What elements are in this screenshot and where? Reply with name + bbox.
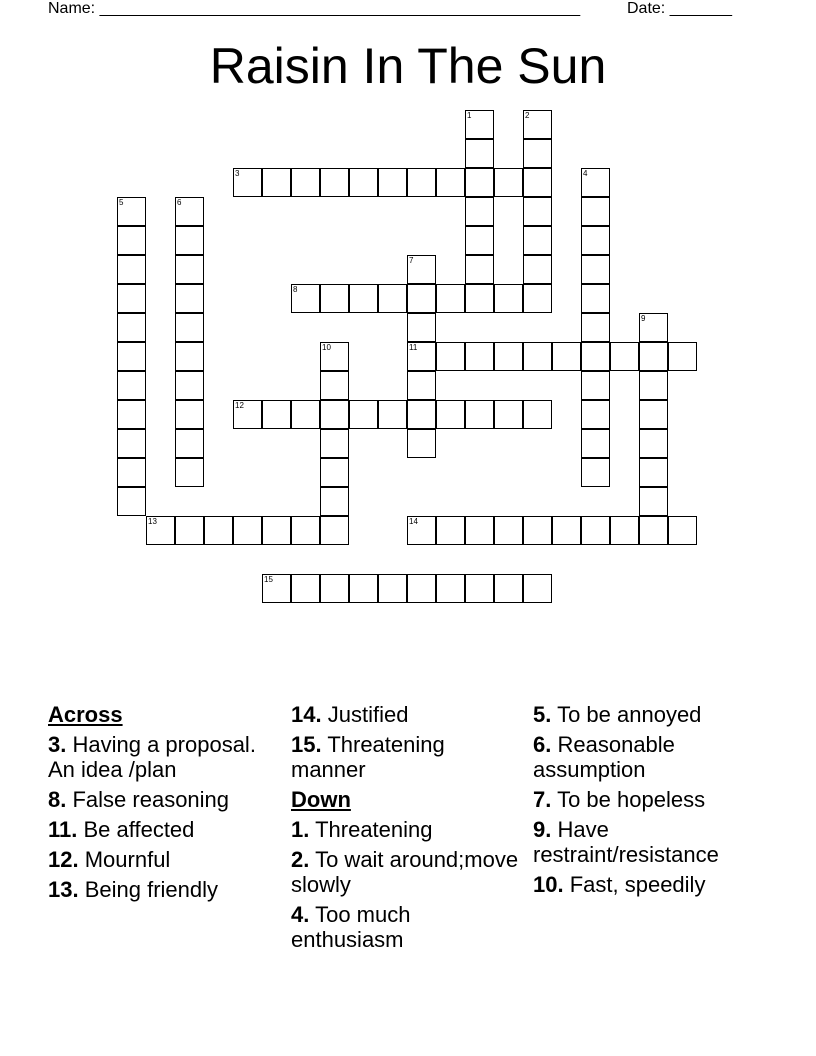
crossword-cell[interactable] <box>523 574 552 603</box>
crossword-cell[interactable] <box>552 516 581 545</box>
crossword-cell[interactable] <box>639 342 668 371</box>
crossword-cell[interactable] <box>233 400 262 429</box>
cell-number: 11 <box>409 343 418 352</box>
crossword-cell[interactable] <box>407 516 436 545</box>
crossword-cell[interactable] <box>378 284 407 313</box>
clues-column-1 <box>48 702 280 907</box>
crossword-cell[interactable] <box>291 400 320 429</box>
clue-text: Being friendly <box>84 877 219 902</box>
crossword-cell[interactable] <box>494 168 523 197</box>
clue-down-5 <box>533 702 773 727</box>
clue-number: 4. <box>291 902 310 927</box>
crossword-cell[interactable] <box>581 284 610 313</box>
crossword-cell[interactable] <box>349 284 378 313</box>
clue-down-10 <box>533 872 773 897</box>
crossword-cell[interactable] <box>581 168 610 197</box>
clue-number: 10. <box>533 872 564 897</box>
crossword-cell[interactable] <box>117 197 146 226</box>
clue-number: 1. <box>291 817 310 842</box>
clue-text: To wait around;move slowly <box>291 847 519 897</box>
crossword-cell[interactable] <box>610 342 639 371</box>
crossword-cell[interactable] <box>494 574 523 603</box>
clue-text: Too much enthusiasm <box>291 902 411 952</box>
crossword-cell[interactable] <box>117 400 146 429</box>
crossword-cell[interactable] <box>320 429 349 458</box>
crossword-cell[interactable] <box>175 429 204 458</box>
crossword-cell[interactable] <box>175 255 204 284</box>
clue-down-7 <box>533 787 773 812</box>
clue-text: To be annoyed <box>557 702 702 727</box>
crossword-cell[interactable] <box>668 516 697 545</box>
clue-down-1 <box>291 817 523 842</box>
clue-number: 6. <box>533 732 552 757</box>
clue-number: 15. <box>291 732 322 757</box>
crossword-cell[interactable] <box>204 516 233 545</box>
clue-text: Fast, speedily <box>569 872 706 897</box>
clue-down-4 <box>291 902 523 952</box>
crossword-cell[interactable] <box>581 342 610 371</box>
clue-text: Threatening <box>315 817 433 842</box>
clue-text: Having a proposal. An idea /plan <box>48 732 256 782</box>
clues-column-3 <box>533 702 773 902</box>
clue-number: 13. <box>48 877 79 902</box>
crossword-cell[interactable] <box>407 371 436 400</box>
crossword-cell[interactable] <box>175 313 204 342</box>
crossword-cell[interactable] <box>407 168 436 197</box>
cell-number: 1 <box>467 111 472 120</box>
crossword-cell[interactable] <box>523 139 552 168</box>
crossword-cell[interactable] <box>175 371 204 400</box>
crossword-cell[interactable] <box>349 574 378 603</box>
clue-text: Have restraint/resistance <box>533 817 719 867</box>
crossword-cell[interactable] <box>320 487 349 516</box>
crossword-cell[interactable] <box>610 516 639 545</box>
crossword-cell[interactable] <box>523 110 552 139</box>
crossword-cell[interactable] <box>465 226 494 255</box>
clue-number: 9. <box>533 817 552 842</box>
crossword-cell[interactable] <box>523 284 552 313</box>
clue-number: 8. <box>48 787 67 812</box>
clue-across-15 <box>291 732 523 782</box>
cell-number: 12 <box>235 401 244 410</box>
crossword-cell[interactable] <box>523 255 552 284</box>
crossword-cell[interactable] <box>378 574 407 603</box>
clue-number: 5. <box>533 702 552 727</box>
crossword-cell[interactable] <box>117 255 146 284</box>
crossword-cell[interactable] <box>233 168 262 197</box>
crossword-cell[interactable] <box>291 516 320 545</box>
crossword-cell[interactable] <box>581 226 610 255</box>
clue-number: 3. <box>48 732 67 757</box>
crossword-cell[interactable] <box>407 313 436 342</box>
crossword-cell[interactable] <box>407 400 436 429</box>
crossword-cell[interactable] <box>175 458 204 487</box>
cell-number: 4 <box>583 169 588 178</box>
cell-number: 7 <box>409 256 414 265</box>
cell-number: 2 <box>525 111 530 120</box>
crossword-cell[interactable] <box>523 400 552 429</box>
crossword-cell[interactable] <box>320 371 349 400</box>
cell-number: 15 <box>264 575 273 584</box>
crossword-cell[interactable] <box>639 516 668 545</box>
crossword-cell[interactable] <box>494 400 523 429</box>
crossword-cell[interactable] <box>117 458 146 487</box>
clue-across-11 <box>48 817 280 842</box>
name-field-label: Name: ______________________________________________________ <box>48 0 581 17</box>
date-field-label: Date: _______ <box>627 0 732 17</box>
crossword-cell[interactable] <box>175 284 204 313</box>
crossword-cell[interactable] <box>436 284 465 313</box>
crossword-cell[interactable] <box>175 400 204 429</box>
puzzle-title: Raisin In The Sun <box>209 38 607 94</box>
crossword-cell[interactable] <box>639 313 668 342</box>
clue-number: 14. <box>291 702 322 727</box>
crossword-cell[interactable] <box>175 197 204 226</box>
clue-down-6 <box>533 732 773 782</box>
crossword-cell[interactable] <box>407 342 436 371</box>
crossword-cell[interactable] <box>117 429 146 458</box>
clue-text: Threatening manner <box>291 732 445 782</box>
crossword-cell[interactable] <box>175 516 204 545</box>
crossword-cell[interactable] <box>407 574 436 603</box>
crossword-cell[interactable] <box>581 516 610 545</box>
crossword-cell[interactable] <box>581 371 610 400</box>
cell-number: 14 <box>409 517 418 526</box>
cell-number: 5 <box>119 198 124 207</box>
across-heading: Across <box>48 702 123 727</box>
crossword-cell[interactable] <box>639 487 668 516</box>
clue-number: 11. <box>48 817 78 842</box>
clues-column-2 <box>291 702 523 957</box>
clue-text: Be affected <box>83 817 195 842</box>
crossword-cell[interactable] <box>117 487 146 516</box>
crossword-cell[interactable] <box>291 284 320 313</box>
crossword-cell[interactable] <box>436 168 465 197</box>
clue-text: False reasoning <box>72 787 230 812</box>
crossword-cell[interactable] <box>581 458 610 487</box>
cell-number: 13 <box>148 517 157 526</box>
crossword-cell[interactable] <box>465 110 494 139</box>
crossword-cell[interactable] <box>378 168 407 197</box>
crossword-cell[interactable] <box>407 255 436 284</box>
crossword-cell[interactable] <box>581 197 610 226</box>
crossword-cell[interactable] <box>465 516 494 545</box>
crossword-cell[interactable] <box>117 284 146 313</box>
crossword-cell[interactable] <box>407 429 436 458</box>
crossword-cell[interactable] <box>436 516 465 545</box>
crossword-cell[interactable] <box>262 400 291 429</box>
crossword-cell[interactable] <box>146 516 175 545</box>
crossword-cell[interactable] <box>581 313 610 342</box>
clue-number: 7. <box>533 787 552 812</box>
crossword-cell[interactable] <box>320 168 349 197</box>
crossword-cell[interactable] <box>320 574 349 603</box>
crossword-cell[interactable] <box>262 516 291 545</box>
crossword-cell[interactable] <box>465 342 494 371</box>
crossword-cell[interactable] <box>233 516 262 545</box>
crossword-cell[interactable] <box>378 400 407 429</box>
crossword-cell[interactable] <box>117 226 146 255</box>
clue-text: Reasonable assumption <box>533 732 675 782</box>
crossword-cell[interactable] <box>552 342 581 371</box>
clue-text: Justified <box>327 702 409 727</box>
clue-number: 12. <box>48 847 79 872</box>
clue-number: 2. <box>291 847 310 872</box>
crossword-cell[interactable] <box>465 139 494 168</box>
crossword-cell[interactable] <box>291 168 320 197</box>
cell-number: 10 <box>322 343 331 352</box>
crossword-cell[interactable] <box>320 400 349 429</box>
crossword-cell[interactable] <box>436 342 465 371</box>
crossword-cell[interactable] <box>465 284 494 313</box>
crossword-cell[interactable] <box>465 255 494 284</box>
crossword-cell[interactable] <box>320 516 349 545</box>
clue-down-9 <box>533 817 773 867</box>
cell-number: 3 <box>235 169 240 178</box>
crossword-cell[interactable] <box>668 342 697 371</box>
clue-down-2 <box>291 847 523 897</box>
crossword-cell[interactable] <box>262 574 291 603</box>
crossword-cell[interactable] <box>320 342 349 371</box>
crossword-cell[interactable] <box>349 400 378 429</box>
crossword-cell[interactable] <box>349 168 378 197</box>
cell-number: 9 <box>641 314 646 323</box>
down-heading: Down <box>291 787 351 812</box>
crossword-cell[interactable] <box>320 284 349 313</box>
crossword-cell[interactable] <box>436 400 465 429</box>
crossword-cell[interactable] <box>465 197 494 226</box>
crossword-cell[interactable] <box>175 342 204 371</box>
crossword-cell[interactable] <box>581 429 610 458</box>
crossword-cell[interactable] <box>581 400 610 429</box>
clue-text: To be hopeless <box>557 787 706 812</box>
crossword-cell[interactable] <box>639 400 668 429</box>
cell-number: 8 <box>293 285 298 294</box>
cell-number: 6 <box>177 198 182 207</box>
crossword-cell[interactable] <box>581 255 610 284</box>
crossword-cell[interactable] <box>117 342 146 371</box>
crossword-cell[interactable] <box>465 574 494 603</box>
crossword-cell[interactable] <box>117 313 146 342</box>
clue-text: Mournful <box>84 847 171 872</box>
crossword-cell[interactable] <box>320 458 349 487</box>
crossword-cell[interactable] <box>523 226 552 255</box>
crossword-cell[interactable] <box>117 371 146 400</box>
crossword-cell[interactable] <box>523 197 552 226</box>
clue-across-13 <box>48 877 280 902</box>
crossword-cell[interactable] <box>407 284 436 313</box>
clue-across-8 <box>48 787 280 812</box>
crossword-cell[interactable] <box>465 400 494 429</box>
crossword-cell[interactable] <box>639 458 668 487</box>
crossword-cell[interactable] <box>639 429 668 458</box>
crossword-cell[interactable] <box>465 168 494 197</box>
crossword-cell[interactable] <box>262 168 291 197</box>
crossword-cell[interactable] <box>175 226 204 255</box>
crossword-cell[interactable] <box>523 516 552 545</box>
clue-across-14 <box>291 702 523 727</box>
crossword-cell[interactable] <box>291 574 320 603</box>
crossword-cell[interactable] <box>494 342 523 371</box>
crossword-cell[interactable] <box>639 371 668 400</box>
clue-across-3 <box>48 732 280 782</box>
crossword-cell[interactable] <box>494 516 523 545</box>
clue-across-12 <box>48 847 280 872</box>
crossword-cell[interactable] <box>523 342 552 371</box>
crossword-cell[interactable] <box>436 574 465 603</box>
crossword-cell[interactable] <box>494 284 523 313</box>
crossword-cell[interactable] <box>523 168 552 197</box>
